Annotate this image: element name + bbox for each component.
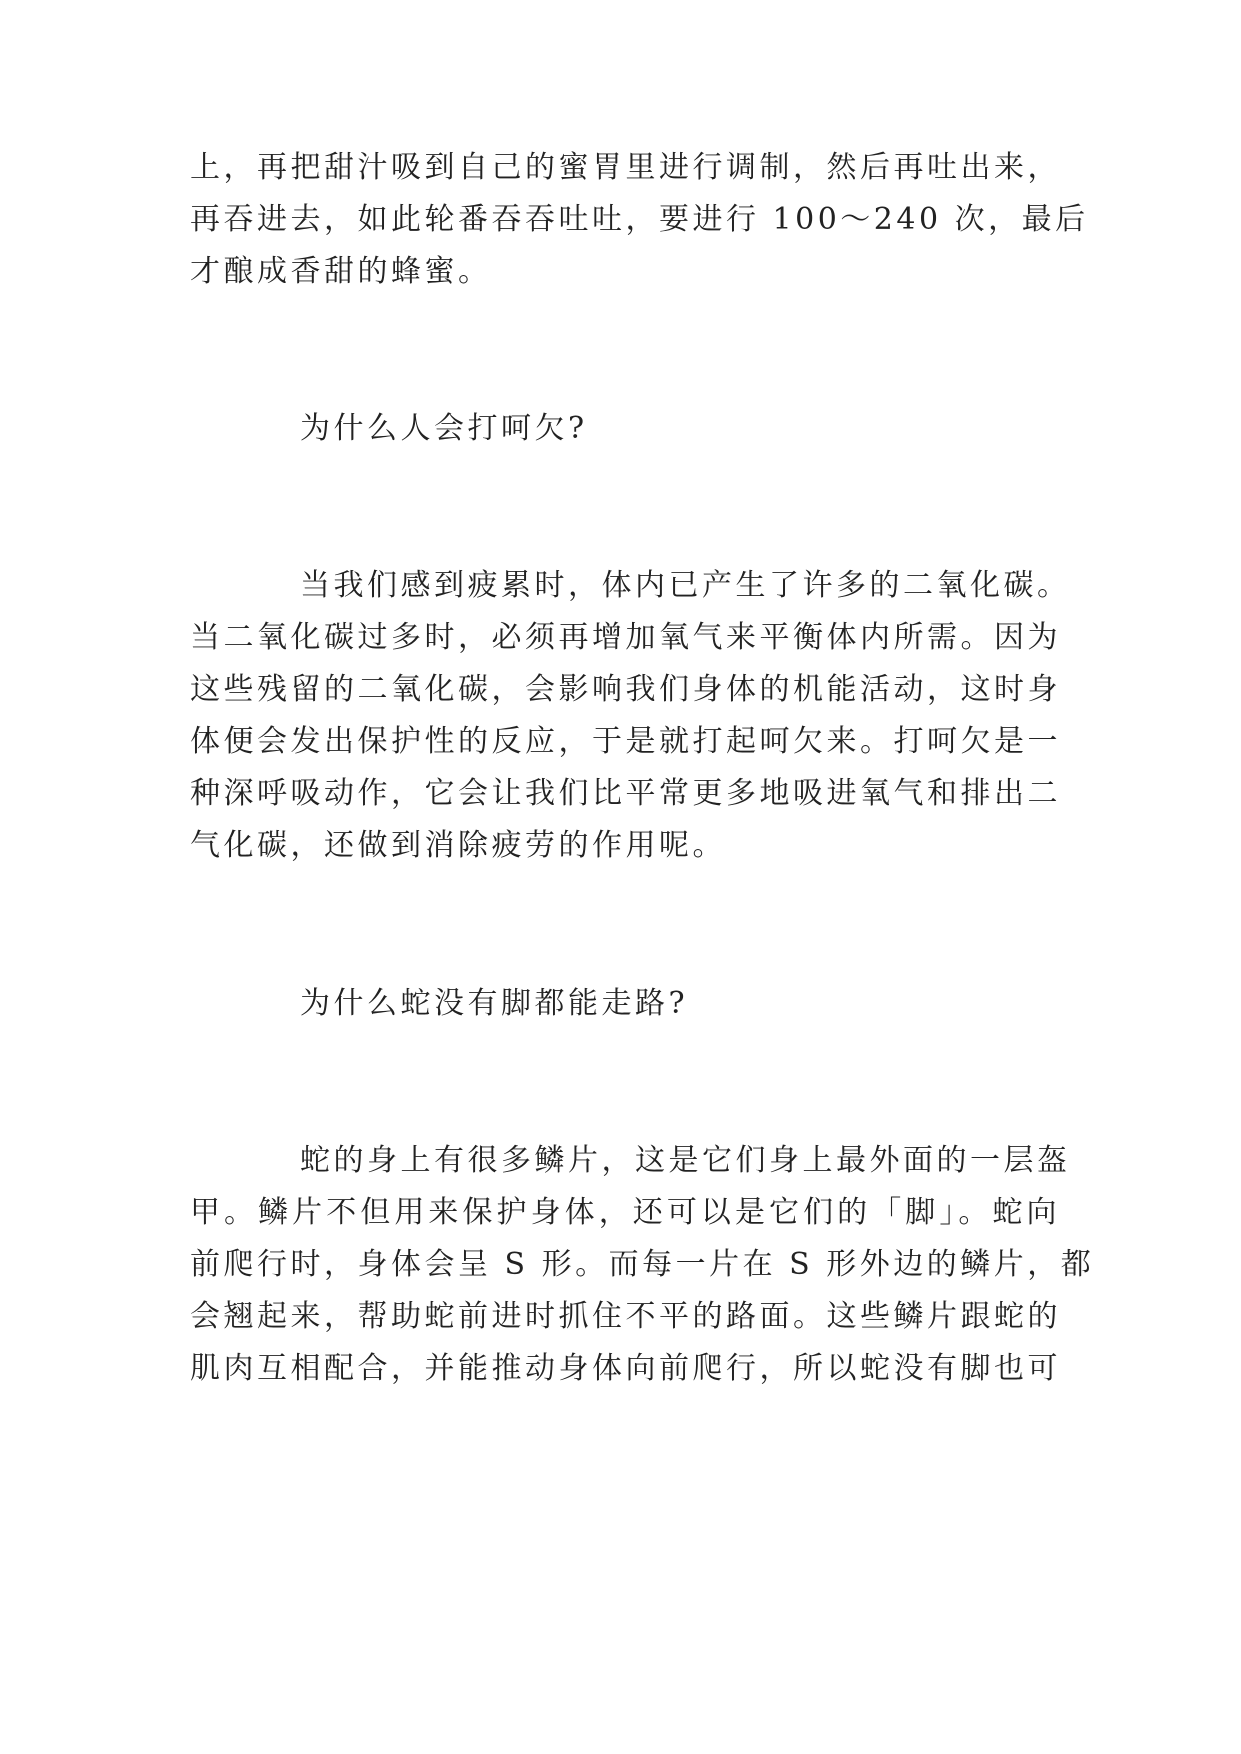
paragraph-line: 上，再把甜汁吸到自己的蜜胃里进行调制，然后再吐出来，	[190, 150, 1061, 185]
paragraph-line: 蛇的身上有很多鳞片，这是它们身上最外面的一层盔	[300, 1143, 1071, 1178]
paragraph-line: 会翘起来，帮助蛇前进时抓住不平的路面。这些鳞片跟蛇的	[190, 1299, 1061, 1334]
section-heading: 为什么蛇没有脚都能走路?	[300, 986, 689, 1021]
paragraph-line: 种深呼吸动作，它会让我们比平常更多地吸进氧气和排出二	[190, 776, 1061, 811]
paragraph-line: 再吞进去，如此轮番吞吞吐吐，要进行 100～240 次，最后	[190, 202, 1089, 237]
paragraph-line: 前爬行时，身体会呈 S 形。而每一片在 S 形外边的鳞片，都	[190, 1247, 1095, 1282]
paragraph-line: 肌肉互相配合，并能推动身体向前爬行，所以蛇没有脚也可	[190, 1351, 1061, 1386]
paragraph-line: 当我们感到疲累时，体内已产生了许多的二氧化碳。	[300, 568, 1071, 603]
section-heading: 为什么人会打呵欠?	[300, 411, 588, 446]
paragraph-line: 气化碳，还做到消除疲劳的作用呢。	[190, 828, 726, 863]
paragraph-line: 当二氧化碳过多时，必须再增加氧气来平衡体内所需。因为	[190, 620, 1061, 655]
paragraph-line: 这些残留的二氧化碳，会影响我们身体的机能活动，这时身	[190, 672, 1061, 707]
paragraph-line: 甲。鳞片不但用来保护身体，还可以是它们的「脚」。蛇向	[190, 1195, 1060, 1230]
paragraph-line: 体便会发出保护性的反应，于是就打起呵欠来。打呵欠是一	[190, 724, 1061, 759]
paragraph-line: 才酿成香甜的蜂蜜。	[190, 254, 492, 289]
